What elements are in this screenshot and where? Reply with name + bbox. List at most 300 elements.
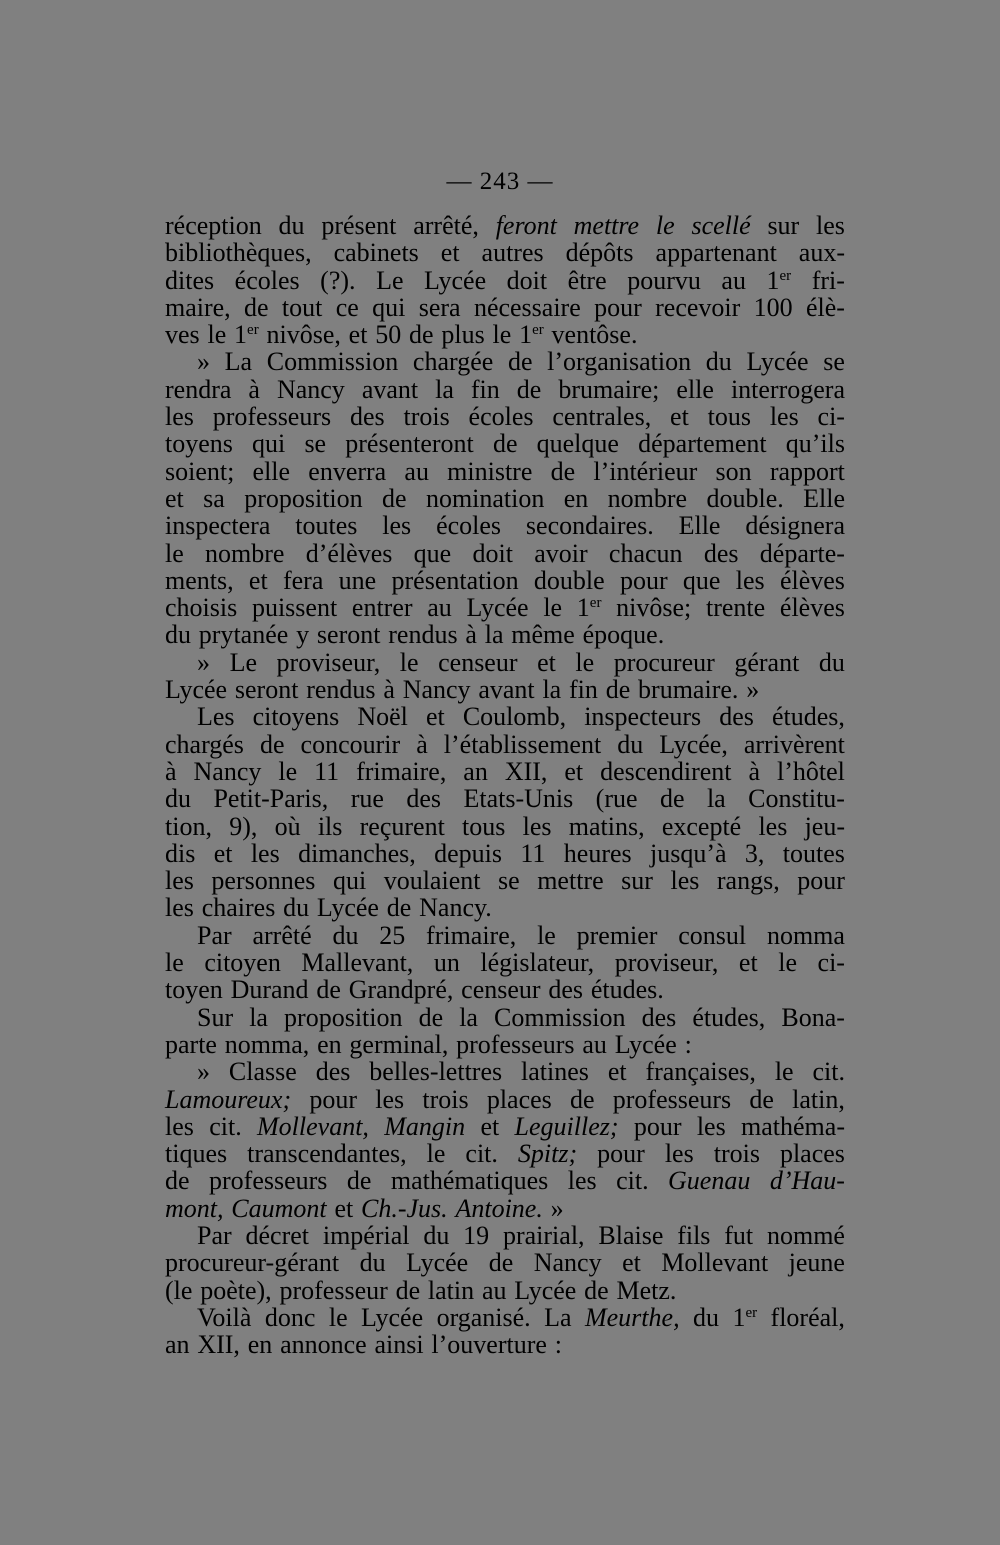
word-text: Lycée xyxy=(316,893,379,923)
word-text: mettre xyxy=(573,211,640,240)
word-text: et xyxy=(670,402,689,432)
word-text: Nancy xyxy=(276,374,345,404)
word-text: Coulomb, xyxy=(462,702,567,732)
word-text: Blaise xyxy=(598,1220,664,1250)
word-text: Nancy xyxy=(402,675,471,705)
text-line xyxy=(165,1031,845,1058)
word-text: plus xyxy=(441,320,485,350)
word-text: aux- xyxy=(798,238,845,268)
word xyxy=(569,813,645,840)
word-text: La xyxy=(224,347,253,377)
word-text: chacun xyxy=(608,538,683,568)
word xyxy=(414,540,452,567)
word-text: Mallevant, xyxy=(301,948,414,978)
word xyxy=(404,458,429,485)
word-text: prytanée xyxy=(198,620,289,650)
word xyxy=(165,949,184,976)
word xyxy=(819,649,845,676)
word xyxy=(165,403,194,430)
word-text: le xyxy=(207,320,227,350)
word xyxy=(345,430,474,457)
word xyxy=(246,1222,310,1249)
word xyxy=(235,267,300,294)
text-line xyxy=(165,403,845,430)
word xyxy=(721,267,746,294)
word xyxy=(323,1222,410,1249)
word-text: la xyxy=(706,784,726,814)
word-text: Spitz; xyxy=(517,1139,578,1169)
word xyxy=(547,348,691,375)
word xyxy=(548,976,583,1003)
word xyxy=(498,867,520,894)
word xyxy=(306,676,375,703)
word-text: être xyxy=(567,265,607,295)
word-text: consul xyxy=(678,920,747,950)
word-text: heures xyxy=(563,838,632,868)
text-line xyxy=(165,894,845,921)
word-text: reçurent xyxy=(359,811,445,841)
word xyxy=(780,594,845,621)
word-text: recevoir xyxy=(655,292,741,322)
word-text: interrogera xyxy=(730,374,845,404)
word xyxy=(609,540,683,567)
word-text: département xyxy=(638,429,767,459)
word-text: de xyxy=(659,784,685,814)
word-text: 25 xyxy=(379,920,406,950)
word xyxy=(165,1113,194,1140)
word xyxy=(704,540,739,567)
word-text: nomma xyxy=(766,920,845,950)
word-text: premier xyxy=(576,920,658,950)
word-text: en xyxy=(317,1029,342,1059)
word-text: pour xyxy=(594,292,642,322)
word-text: personnes xyxy=(211,866,316,896)
word-text: frimaire, xyxy=(356,756,447,786)
word-text: réception xyxy=(165,211,262,240)
word-text: places xyxy=(486,1084,552,1114)
word-text: seront xyxy=(234,675,299,705)
word xyxy=(165,1167,190,1194)
word-text: des xyxy=(719,702,754,732)
word xyxy=(803,485,845,512)
word-text: fin xyxy=(569,675,598,705)
word-text: depuis xyxy=(434,838,503,868)
word xyxy=(465,621,477,648)
word xyxy=(427,1140,446,1167)
word xyxy=(517,376,542,403)
word-text: Guenau xyxy=(668,1166,751,1196)
word-text: La xyxy=(544,1302,572,1332)
word-text: nombre xyxy=(607,483,688,513)
word-text: (rue xyxy=(595,784,638,814)
word-text: pour xyxy=(597,1139,645,1169)
word xyxy=(469,403,534,430)
word-text: pour xyxy=(633,1111,682,1141)
word-text: an xyxy=(463,756,488,786)
word-text: citoyens xyxy=(252,702,340,732)
word-text: qui xyxy=(372,292,406,322)
word-text: tion, xyxy=(165,811,212,841)
word xyxy=(165,540,184,567)
word xyxy=(447,458,532,485)
word-text: présent xyxy=(321,211,397,240)
word xyxy=(770,458,845,485)
word-text: des xyxy=(548,975,584,1005)
word xyxy=(505,758,548,785)
word-text: l’établissement xyxy=(443,729,602,759)
word xyxy=(165,294,231,321)
word xyxy=(615,1031,677,1058)
word xyxy=(441,321,484,348)
word-text: dépôts xyxy=(565,238,634,268)
word-text: ments, xyxy=(165,565,234,595)
word xyxy=(582,1031,607,1058)
word xyxy=(403,403,449,430)
word-text: gérant xyxy=(734,647,800,677)
word xyxy=(252,430,285,457)
word xyxy=(508,348,533,375)
word-text: de xyxy=(507,347,533,377)
word xyxy=(621,867,653,894)
word xyxy=(231,1195,326,1222)
text-line xyxy=(165,922,845,949)
word xyxy=(249,567,268,594)
word-text: poète), xyxy=(200,1275,272,1305)
word-text: brumaire. xyxy=(638,675,739,705)
word-text: pour xyxy=(797,866,845,896)
text-line xyxy=(165,703,845,730)
word-text: la xyxy=(542,675,562,705)
word xyxy=(616,594,691,621)
word xyxy=(659,731,728,758)
word-text: nivôse, xyxy=(266,320,341,350)
word xyxy=(165,758,177,785)
word xyxy=(534,1249,602,1276)
word xyxy=(655,294,740,321)
word xyxy=(487,1086,552,1113)
word xyxy=(426,485,544,512)
word xyxy=(419,1004,444,1031)
word xyxy=(334,1195,353,1222)
word-text: du xyxy=(693,1302,720,1332)
word-text: ci- xyxy=(817,948,845,978)
word-text: professeur xyxy=(279,1275,388,1305)
word xyxy=(277,649,381,676)
word-text: Bona- xyxy=(781,1002,845,1032)
word-text: parte xyxy=(165,1029,217,1059)
word-text: Caumont xyxy=(231,1193,327,1223)
word-text: les xyxy=(816,211,845,240)
word xyxy=(438,649,517,676)
word-text: 1 xyxy=(234,320,248,350)
word-text: le xyxy=(492,320,512,350)
text-line xyxy=(165,294,845,321)
word xyxy=(306,540,393,567)
word xyxy=(396,1277,421,1304)
word-text: 19 xyxy=(463,1220,490,1250)
word-text: de xyxy=(382,483,407,513)
word xyxy=(534,540,587,567)
word xyxy=(480,1113,499,1140)
text-line xyxy=(165,1058,845,1085)
word xyxy=(692,1004,765,1031)
word xyxy=(463,785,573,812)
word xyxy=(754,294,793,321)
word-text: ci- xyxy=(817,402,845,432)
word xyxy=(515,1113,619,1140)
word-text: françaises, xyxy=(645,1057,756,1087)
word xyxy=(507,267,547,294)
word xyxy=(544,1304,571,1331)
word xyxy=(606,676,631,703)
superscript: er xyxy=(779,267,792,284)
word xyxy=(627,267,701,294)
word-text: qui xyxy=(252,429,286,459)
word-text: au xyxy=(582,1029,607,1059)
word-text: Metz. xyxy=(616,1275,677,1305)
word-text: du xyxy=(283,893,310,923)
word xyxy=(585,1304,680,1331)
word-text: toutes xyxy=(782,838,845,868)
text-line xyxy=(165,1222,845,1249)
word xyxy=(463,758,488,785)
word xyxy=(295,512,357,539)
word-text: les xyxy=(670,866,700,896)
word-text: transcendantes, xyxy=(247,1139,407,1169)
word-text: doit xyxy=(472,538,513,568)
word-text: Lycée xyxy=(614,1029,677,1059)
text-line xyxy=(165,540,845,567)
word-text: 3, xyxy=(744,838,765,868)
word xyxy=(231,976,309,1003)
word-text: Commission xyxy=(494,1002,626,1032)
word-text: mathématiques xyxy=(390,1166,549,1196)
word xyxy=(482,239,544,266)
word-text: la xyxy=(435,374,454,404)
word-text: doit xyxy=(506,265,548,295)
word xyxy=(197,703,235,730)
word xyxy=(812,267,845,294)
word-text: Lycée xyxy=(514,1275,577,1305)
word xyxy=(805,813,845,840)
word-text: la xyxy=(249,1002,268,1032)
word-text: fils xyxy=(677,1220,711,1250)
word xyxy=(382,485,407,512)
word-text: études, xyxy=(772,702,845,732)
word-text: latines xyxy=(521,1057,589,1087)
word-text: tout xyxy=(281,292,323,322)
word-text: professeurs xyxy=(456,1029,575,1059)
word-text: de xyxy=(516,374,542,404)
word-text: Lamoureux; xyxy=(165,1084,292,1114)
word-text: ce xyxy=(335,292,359,322)
word-text: double. xyxy=(706,483,784,513)
word xyxy=(570,1086,595,1113)
word xyxy=(213,785,328,812)
word xyxy=(165,731,244,758)
word xyxy=(384,867,481,894)
word xyxy=(707,785,726,812)
word xyxy=(741,1113,845,1140)
word xyxy=(387,894,412,921)
word xyxy=(229,813,257,840)
word-text: la xyxy=(484,620,504,650)
word-text: du xyxy=(359,1248,386,1278)
word-text: Mollevant, xyxy=(257,1111,369,1141)
word xyxy=(278,758,297,785)
word-text: au xyxy=(427,593,452,623)
word-text: feront xyxy=(495,211,557,240)
word xyxy=(569,676,598,703)
word-text: » xyxy=(197,647,210,677)
word-text: XII, xyxy=(504,756,548,786)
word-text: XII, xyxy=(197,1330,240,1360)
word-text: les xyxy=(758,811,788,841)
word-text: au xyxy=(481,1275,507,1305)
word xyxy=(474,294,581,321)
word xyxy=(298,840,416,867)
word-text: centrales, xyxy=(552,402,652,432)
word-text: proviseur, xyxy=(276,647,381,677)
word-text: le xyxy=(575,647,595,677)
word-text: » xyxy=(197,1057,210,1087)
word xyxy=(165,239,312,266)
word-text: Elle xyxy=(678,511,721,541)
word-text: de xyxy=(346,1166,372,1196)
word-text: le xyxy=(399,647,419,677)
word-text: : xyxy=(554,1330,562,1360)
word xyxy=(706,485,783,512)
word-text: le xyxy=(543,593,563,623)
word xyxy=(598,1222,663,1249)
word xyxy=(691,212,750,239)
word xyxy=(591,976,664,1003)
word xyxy=(780,567,845,594)
word xyxy=(244,294,269,321)
word xyxy=(284,1004,402,1031)
word-text: sera xyxy=(418,292,461,322)
word xyxy=(406,1249,468,1276)
word xyxy=(575,649,594,676)
word xyxy=(248,1331,273,1358)
word-text: les xyxy=(382,511,412,541)
text-line xyxy=(165,430,845,457)
word xyxy=(496,212,557,239)
word xyxy=(574,212,639,239)
word xyxy=(511,621,575,648)
word xyxy=(551,458,576,485)
word-text: même xyxy=(511,620,575,650)
word-text: (le xyxy=(165,1275,193,1305)
word-text: germinal, xyxy=(349,1029,449,1059)
word-text: départe- xyxy=(759,538,845,568)
word xyxy=(279,1277,387,1304)
word-text: écoles xyxy=(468,402,534,432)
word xyxy=(361,1195,448,1222)
word xyxy=(746,348,808,375)
text-line xyxy=(165,594,845,621)
word-text: secondaires. xyxy=(525,511,654,541)
word-text: inspecteurs xyxy=(584,702,702,732)
word-text: la xyxy=(459,1002,478,1032)
word xyxy=(165,867,194,894)
word-text: les xyxy=(696,1111,726,1141)
word xyxy=(197,348,210,375)
word xyxy=(780,1140,845,1167)
word-text: fin xyxy=(470,374,500,404)
word-text: l’ouverture xyxy=(431,1330,547,1360)
word-text: de xyxy=(570,1084,595,1114)
word xyxy=(683,567,721,594)
word-text: des xyxy=(315,1057,351,1087)
word xyxy=(428,1277,474,1304)
text-line xyxy=(165,348,845,375)
word xyxy=(489,1249,514,1276)
word xyxy=(518,1140,577,1167)
word xyxy=(818,949,845,976)
word xyxy=(734,649,799,676)
word-text: élèves xyxy=(779,565,845,595)
word-text: elle xyxy=(676,374,714,404)
word-text: Grandpré, xyxy=(348,975,454,1005)
word xyxy=(165,894,194,921)
word xyxy=(165,212,262,239)
word-text: mettre xyxy=(537,866,604,896)
word-text: maire, xyxy=(165,292,231,322)
word xyxy=(165,376,231,403)
word-text: Nancy xyxy=(193,756,262,786)
word-text: les xyxy=(165,893,194,923)
word xyxy=(526,512,654,539)
word xyxy=(253,458,291,485)
word-text: floréal, xyxy=(770,1302,845,1332)
word-text: jeu- xyxy=(804,811,845,841)
word-text: arrêté, xyxy=(413,211,479,240)
word xyxy=(376,267,403,294)
text-line xyxy=(165,212,845,239)
text-line xyxy=(165,512,845,539)
word xyxy=(384,1113,465,1140)
word-text: arrivèrent xyxy=(743,729,845,759)
word-text: l’intérieur xyxy=(593,456,698,486)
word xyxy=(593,458,697,485)
word xyxy=(349,976,454,1003)
word-text: son xyxy=(715,456,752,486)
word xyxy=(244,485,362,512)
word-text: excepté xyxy=(661,811,742,841)
word-text: 9), xyxy=(229,811,258,841)
word xyxy=(706,348,732,375)
word xyxy=(461,976,540,1003)
word xyxy=(247,1140,407,1167)
word-text: proposition xyxy=(284,1002,403,1032)
word-text: avant xyxy=(478,675,535,705)
word xyxy=(165,567,234,594)
word-text: du xyxy=(278,211,305,240)
word xyxy=(467,594,529,621)
word-text: mathéma- xyxy=(741,1111,845,1141)
text-line xyxy=(165,731,845,758)
word xyxy=(708,403,751,430)
word-text: que xyxy=(413,538,452,568)
word xyxy=(462,813,505,840)
word-text: les xyxy=(375,1084,405,1114)
word-text: l’organisation xyxy=(547,347,692,377)
word-text: Lycée xyxy=(406,1248,469,1278)
word-text: du xyxy=(165,784,191,814)
word-text: de xyxy=(492,429,518,459)
word-text: concourir xyxy=(300,729,401,759)
